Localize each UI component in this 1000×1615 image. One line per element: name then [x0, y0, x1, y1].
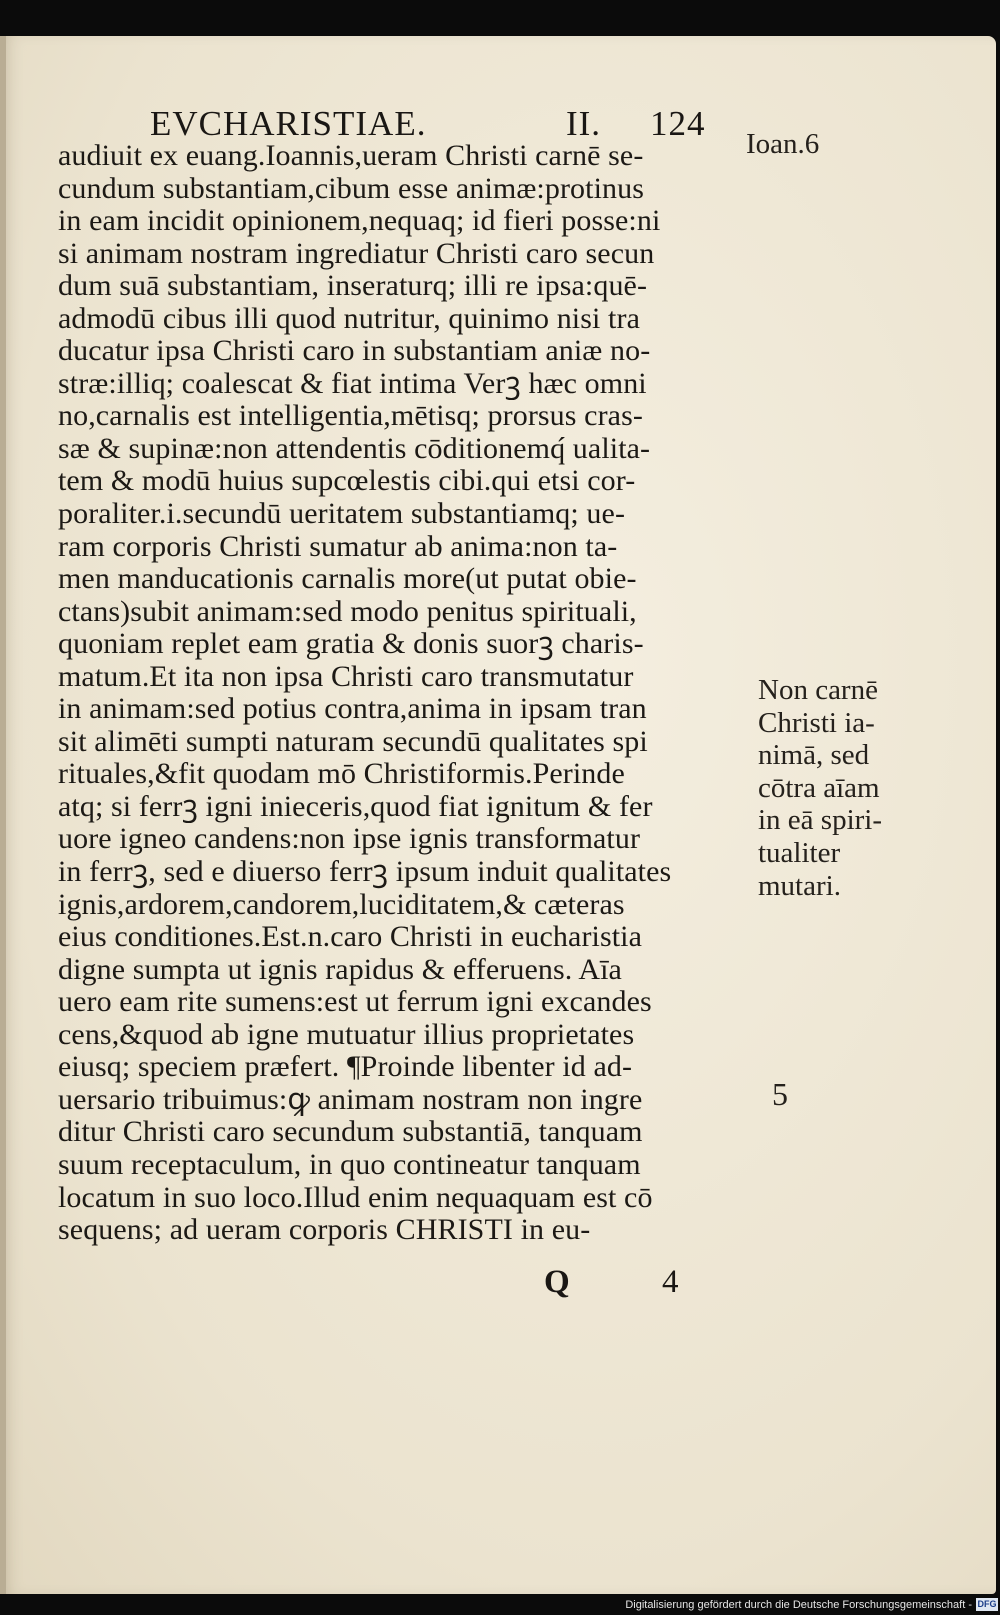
text-line: quoniam replet eam gratia & donis suorꝫ charis- — [58, 628, 644, 661]
folio-number: 124 — [650, 104, 706, 143]
text-line: sequens; ad ueram corporis CHRISTI in eu- — [58, 1214, 591, 1247]
text-line: eiusq; speciem præfert. ¶Proinde libenter id ad- — [58, 1051, 633, 1084]
text-line: matum.Et ita non ipsa Christi caro transmutatur — [58, 660, 634, 693]
text-line: sæ & supinæ:non attendentis cōditionemq́ ualita- — [58, 432, 651, 465]
text-line: stræ:illiq; coalescat & fiat intima Verꝫ hæc omni — [58, 367, 647, 400]
text-line: sit alimēti sumpti naturam secundū qualitates spi — [58, 725, 648, 758]
text-line: uero eam rite sumens:est ut ferrum igni excandes — [58, 986, 652, 1019]
text-line: in ferrꝫ, sed e diuerso ferrꝫ ipsum induit qualitates — [58, 856, 672, 889]
text-line: admodū cibus illi quod nutritur, quinimo nisi tra — [58, 302, 640, 335]
text-line: cens,&quod ab igne mutuatur illius proprietates — [58, 1018, 635, 1051]
text-line: digne sumpta ut ignis rapidus & efferuens. Aīa — [58, 953, 622, 986]
body-text — [58, 140, 758, 1247]
text-line: ignis,ardorem,candorem,luciditatem,& cæteras — [58, 888, 625, 921]
text-line: uersario tribuimus:ꝙ animam nostram non ingre — [58, 1083, 643, 1116]
text-line: uore igneo candens:non ipse ignis transformatur — [58, 823, 641, 856]
text-line: eius conditiones.Est.n.caro Christi in eucharistia — [58, 921, 643, 954]
running-head-book: II. — [566, 104, 602, 143]
text-line: in animam:sed potius contra,anima in ipsam tran — [58, 693, 647, 726]
marginal-reference-text: Ioan.6 — [746, 128, 820, 160]
gloss-line: mutari. — [758, 869, 841, 902]
text-line: audiuit ex euang.Ioannis,ueram Christi carnē se- — [58, 140, 644, 172]
text-line: cundum substantiam,cibum esse animæ:protinus — [58, 172, 645, 205]
text-line: rituales,&fit quodam mō Christiformis.Perinde — [58, 758, 625, 791]
text-line: dum suā substantiam, inseraturq; illi re ipsa:quē- — [58, 270, 648, 303]
gloss-line: nimā, sed — [758, 739, 870, 772]
signature-number: 4 — [662, 1264, 679, 1300]
page-edge — [0, 36, 6, 1594]
marginal-gloss — [758, 674, 882, 902]
text-line: poraliter.i.secundū ueritatem substantiamq; ue- — [58, 498, 626, 531]
marginal-number-text: 5 — [772, 1076, 788, 1112]
gloss-line: in eā spiri- — [758, 804, 883, 837]
gloss-line: cōtra aīam — [758, 771, 880, 804]
text-line: ram corporis Christi sumatur ab anima:non ta- — [58, 530, 618, 563]
gloss-line: tualiter — [758, 836, 841, 869]
text-line: locatum in suo loco.Illud enim nequaquam est cō — [58, 1181, 653, 1214]
text-line: no,carnalis est intelligentia,mētisq; prorsus cras- — [58, 400, 643, 433]
signature-mark — [540, 1264, 740, 1304]
gloss-line: Non carnē — [758, 674, 878, 706]
text-line: in eam incidit opinionem,nequaq; id fieri posse:ni — [58, 205, 661, 238]
footer-credit: Digitalisierung gefördert durch die Deutsche Forschungsgemeinschaft - — [625, 1599, 972, 1611]
text-line: tem & modū huius supcœlestis cibi.qui etsi cor- — [58, 465, 636, 498]
text-line: si animam nostram ingrediatur Christi caro secun — [58, 237, 655, 270]
marginal-number — [772, 1078, 788, 1111]
gloss-line: Christi ia- — [758, 706, 875, 739]
running-head-title: EVCHARISTIAE. — [150, 104, 427, 143]
text-line: ducatur ipsa Christi caro in substantiam aniæ no- — [58, 335, 651, 368]
signature-letter: Q — [544, 1264, 570, 1300]
text-line: ctans)subit animam:sed modo penitus spirituali, — [58, 595, 637, 628]
text-line: ditur Christi caro secundum substantiā, tanquam — [58, 1116, 643, 1149]
text-line: atq; si ferrꝫ igni inieceris,quod fiat ignitum & fer — [58, 790, 653, 823]
dfg-logo: DFG — [977, 1599, 997, 1609]
text-line: men manducationis carnalis more(ut putat obie- — [58, 563, 637, 596]
text-line: suum receptaculum, in quo contineatur tanquam — [58, 1148, 641, 1181]
